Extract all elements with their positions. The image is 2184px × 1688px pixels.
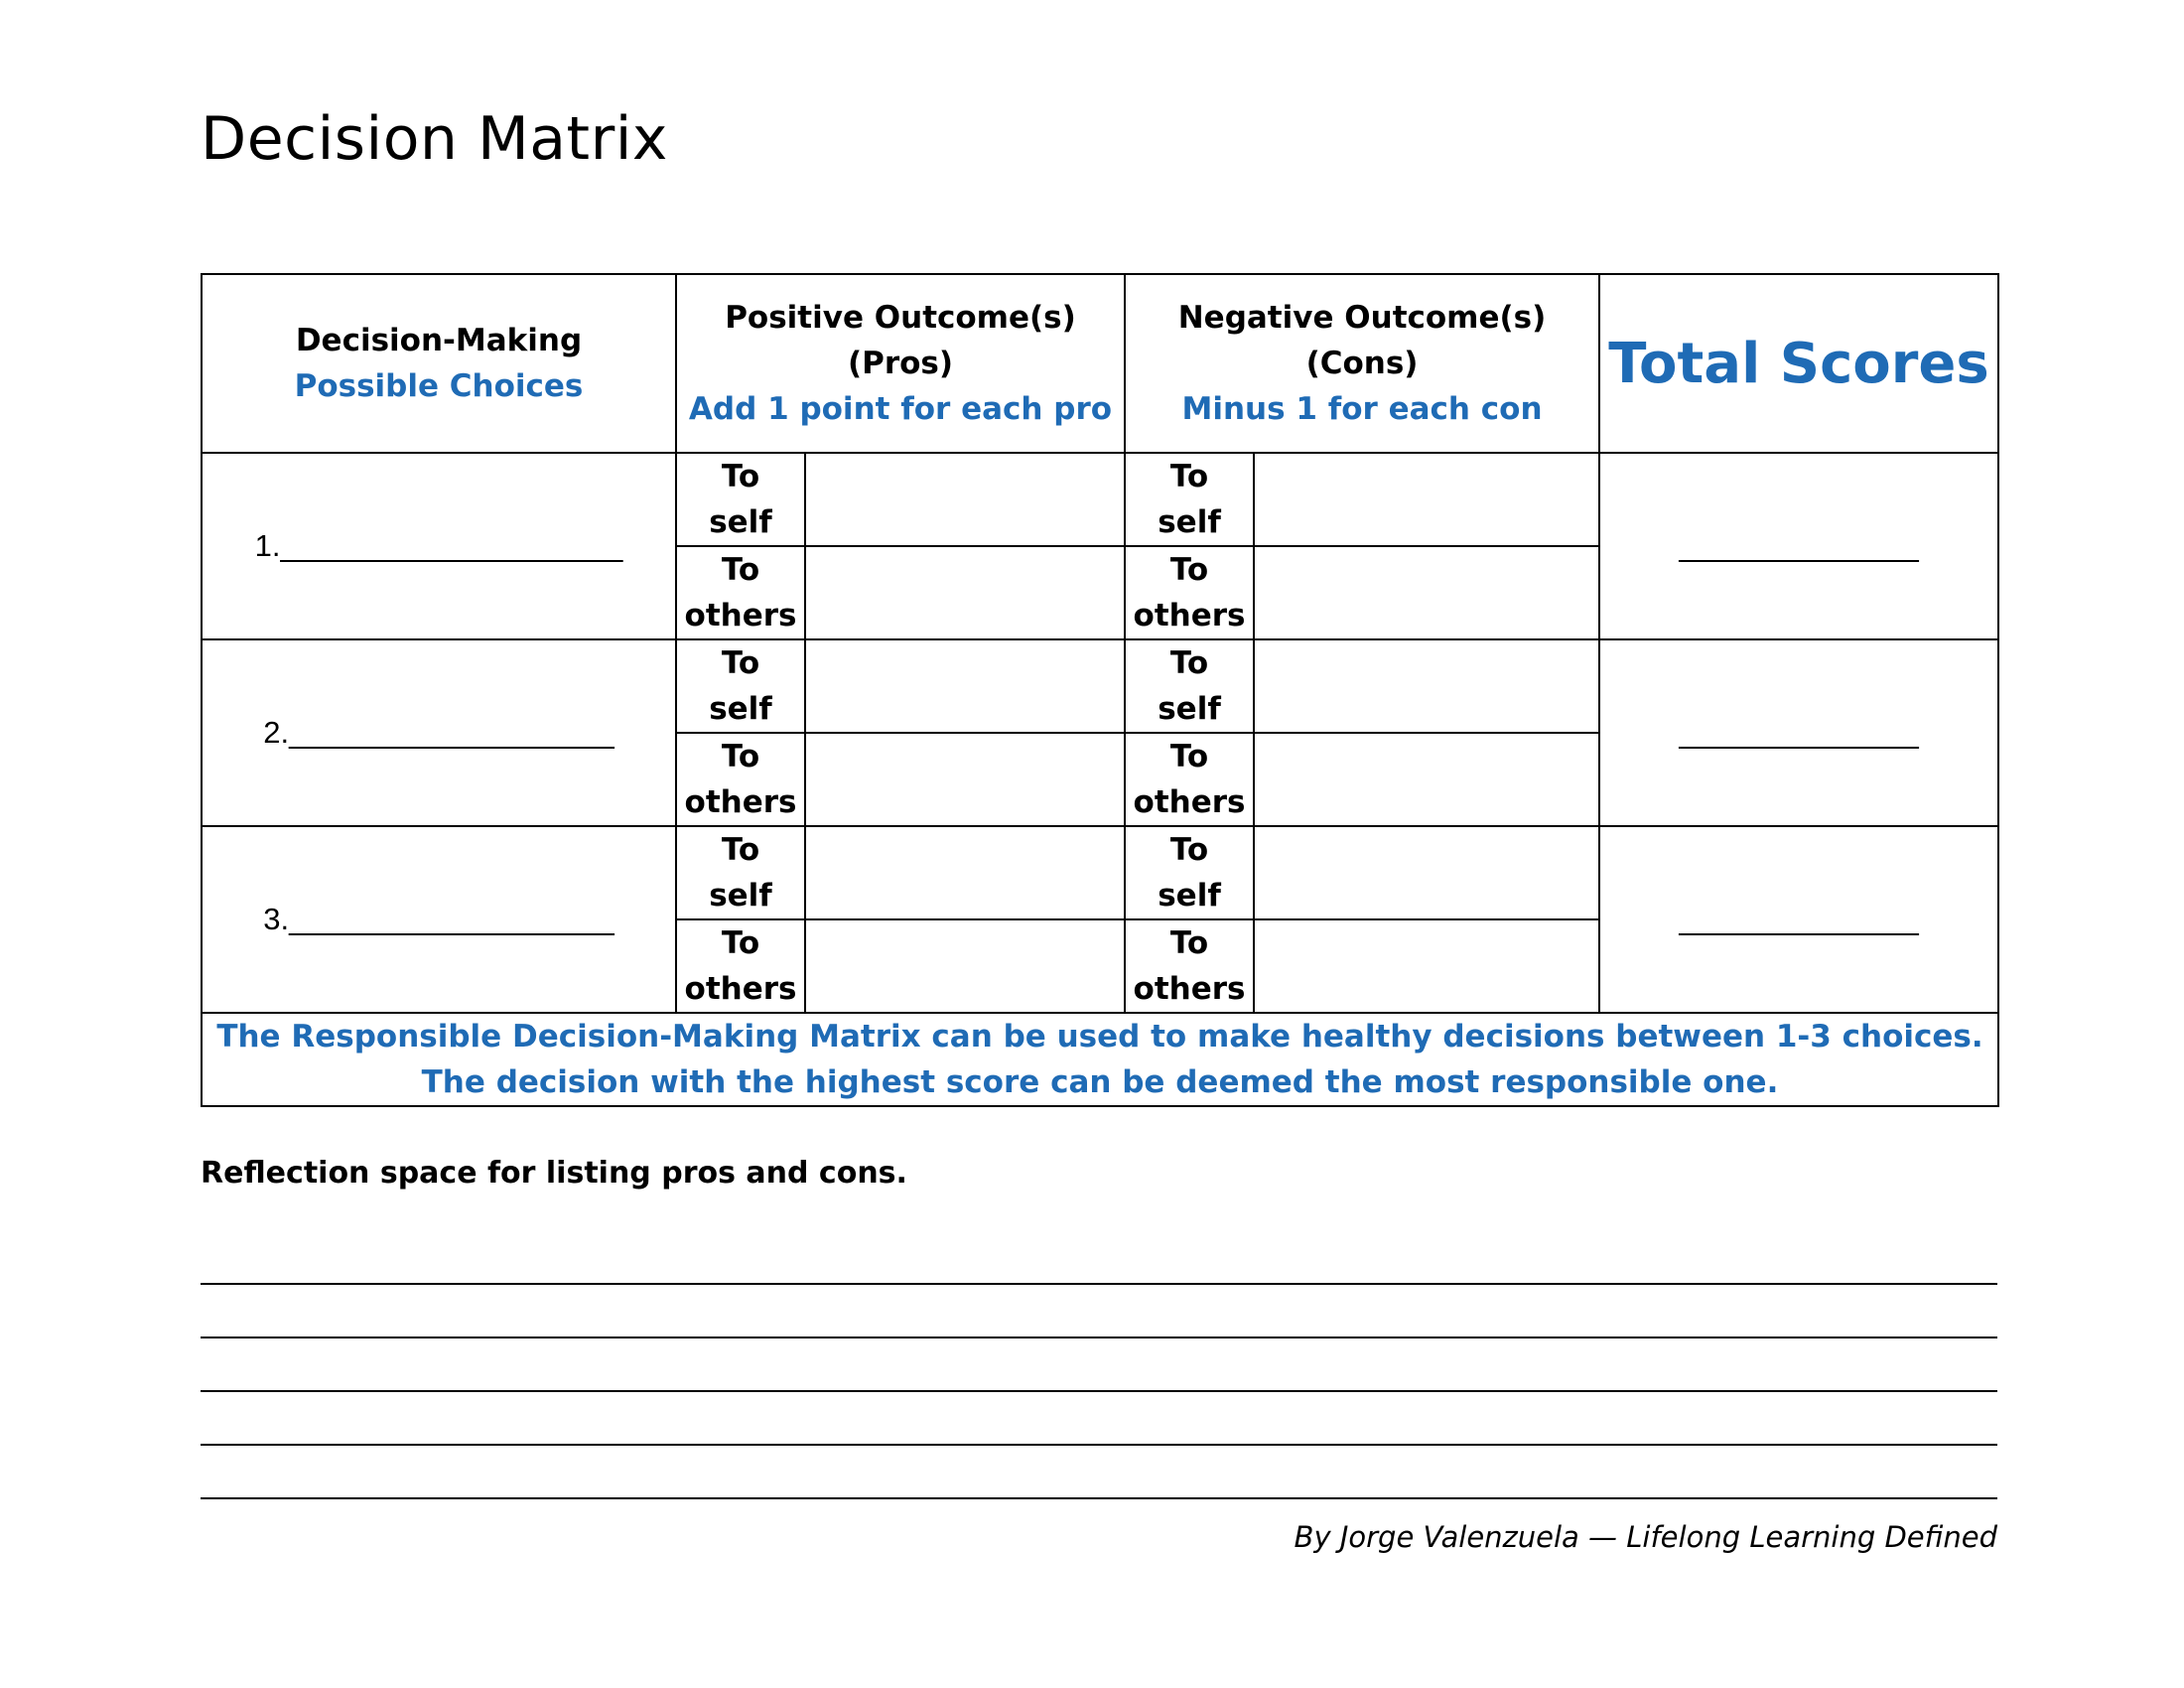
to-word: To bbox=[1169, 739, 1209, 774]
decision-matrix-table bbox=[201, 273, 1999, 1107]
header-row bbox=[202, 274, 1998, 453]
others-word: others bbox=[1133, 598, 1246, 633]
choice-2-total-blank[interactable]: ______________ bbox=[1679, 715, 1919, 750]
self-word: self bbox=[709, 504, 772, 540]
header-pros-title: Positive Outcome(s) (Pros) bbox=[725, 300, 1076, 381]
cons-to-others-entry[interactable] bbox=[1254, 733, 1599, 826]
self-word: self bbox=[709, 878, 772, 914]
choice-1-blank[interactable]: 1.____________________ bbox=[254, 528, 623, 563]
pros-to-self-entry[interactable] bbox=[805, 826, 1125, 919]
choice-1-total-blank[interactable]: ______________ bbox=[1679, 528, 1919, 563]
choice-3-cell[interactable] bbox=[202, 826, 676, 1013]
to-word: To bbox=[721, 739, 760, 774]
to-word: To bbox=[721, 925, 760, 961]
choice-2-blank[interactable]: 2.___________________ bbox=[263, 715, 614, 750]
to-word: To bbox=[1169, 832, 1209, 868]
cons-to-others-entry[interactable] bbox=[1254, 919, 1599, 1013]
header-decision-making-title: Decision-Making bbox=[295, 323, 583, 358]
reflection-line[interactable] bbox=[201, 1231, 1997, 1285]
choice-1-self-row bbox=[202, 453, 1998, 546]
header-total-scores-title: Total Scores bbox=[1608, 331, 1989, 396]
reflection-line[interactable] bbox=[201, 1338, 1997, 1392]
cons-to-others-label bbox=[1125, 733, 1254, 826]
pros-to-self-label bbox=[676, 639, 805, 733]
header-negative-outcomes bbox=[1125, 274, 1599, 453]
to-word: To bbox=[1169, 459, 1209, 494]
reflection-line[interactable] bbox=[201, 1285, 1997, 1338]
cons-to-self-label bbox=[1125, 826, 1254, 919]
page-title: Decision Matrix bbox=[201, 104, 668, 174]
pros-to-self-label bbox=[676, 453, 805, 546]
self-word: self bbox=[1158, 878, 1221, 914]
pros-to-others-entry[interactable] bbox=[805, 733, 1125, 826]
to-word: To bbox=[1169, 645, 1209, 681]
reflection-lines bbox=[201, 1231, 1997, 1499]
to-word: To bbox=[1169, 925, 1209, 961]
cons-to-self-entry[interactable] bbox=[1254, 826, 1599, 919]
header-cons-title: Negative Outcome(s) (Cons) bbox=[1177, 300, 1547, 381]
to-word: To bbox=[1169, 552, 1209, 588]
pros-to-others-entry[interactable] bbox=[805, 919, 1125, 1013]
choice-1-total-cell[interactable] bbox=[1599, 453, 1998, 639]
to-word: To bbox=[721, 645, 760, 681]
self-word: self bbox=[1158, 504, 1221, 540]
header-cons-instruction: Minus 1 for each con bbox=[1181, 391, 1543, 427]
reflection-label: Reflection space for listing pros and cons. bbox=[201, 1156, 907, 1191]
to-word: To bbox=[721, 552, 760, 588]
choice-2-self-row bbox=[202, 639, 1998, 733]
header-decision-making bbox=[202, 274, 676, 453]
choice-1-cell[interactable] bbox=[202, 453, 676, 639]
pros-to-others-label bbox=[676, 733, 805, 826]
cons-to-self-label bbox=[1125, 639, 1254, 733]
cons-to-self-entry[interactable] bbox=[1254, 453, 1599, 546]
reflection-line[interactable] bbox=[201, 1446, 1997, 1499]
cons-to-others-label bbox=[1125, 546, 1254, 639]
reflection-line[interactable] bbox=[201, 1392, 1997, 1446]
self-word: self bbox=[1158, 691, 1221, 727]
choice-2-total-cell[interactable] bbox=[1599, 639, 1998, 826]
choice-3-blank[interactable]: 3.___________________ bbox=[263, 902, 614, 936]
pros-to-self-entry[interactable] bbox=[805, 639, 1125, 733]
cons-to-others-label bbox=[1125, 919, 1254, 1013]
header-positive-outcomes bbox=[676, 274, 1125, 453]
pros-to-others-label bbox=[676, 546, 805, 639]
choice-3-self-row bbox=[202, 826, 1998, 919]
matrix-footnote: The Responsible Decision-Making Matrix can be used to make healthy decisions between 1-3 choices. The decision with the highest score can be deemed the most responsible one. bbox=[202, 1013, 1998, 1106]
cons-to-self-label bbox=[1125, 453, 1254, 546]
pros-to-others-label bbox=[676, 919, 805, 1013]
others-word: others bbox=[684, 971, 797, 1007]
to-word: To bbox=[721, 459, 760, 494]
others-word: others bbox=[1133, 971, 1246, 1007]
others-word: others bbox=[684, 784, 797, 820]
pros-to-self-label bbox=[676, 826, 805, 919]
cons-to-others-entry[interactable] bbox=[1254, 546, 1599, 639]
choice-3-total-cell[interactable] bbox=[1599, 826, 1998, 1013]
choice-3-total-blank[interactable]: ______________ bbox=[1679, 902, 1919, 936]
header-pros-instruction: Add 1 point for each pro bbox=[688, 391, 1113, 427]
others-word: others bbox=[684, 598, 797, 633]
pros-to-self-entry[interactable] bbox=[805, 453, 1125, 546]
cons-to-self-entry[interactable] bbox=[1254, 639, 1599, 733]
footnote-row bbox=[202, 1013, 1998, 1106]
to-word: To bbox=[721, 832, 760, 868]
self-word: self bbox=[709, 691, 772, 727]
author-byline: By Jorge Valenzuela — Lifelong Learning Defined bbox=[1294, 1520, 1997, 1554]
choice-2-cell[interactable] bbox=[202, 639, 676, 826]
pros-to-others-entry[interactable] bbox=[805, 546, 1125, 639]
header-possible-choices: Possible Choices bbox=[294, 368, 584, 404]
header-total-scores bbox=[1599, 274, 1998, 453]
others-word: others bbox=[1133, 784, 1246, 820]
